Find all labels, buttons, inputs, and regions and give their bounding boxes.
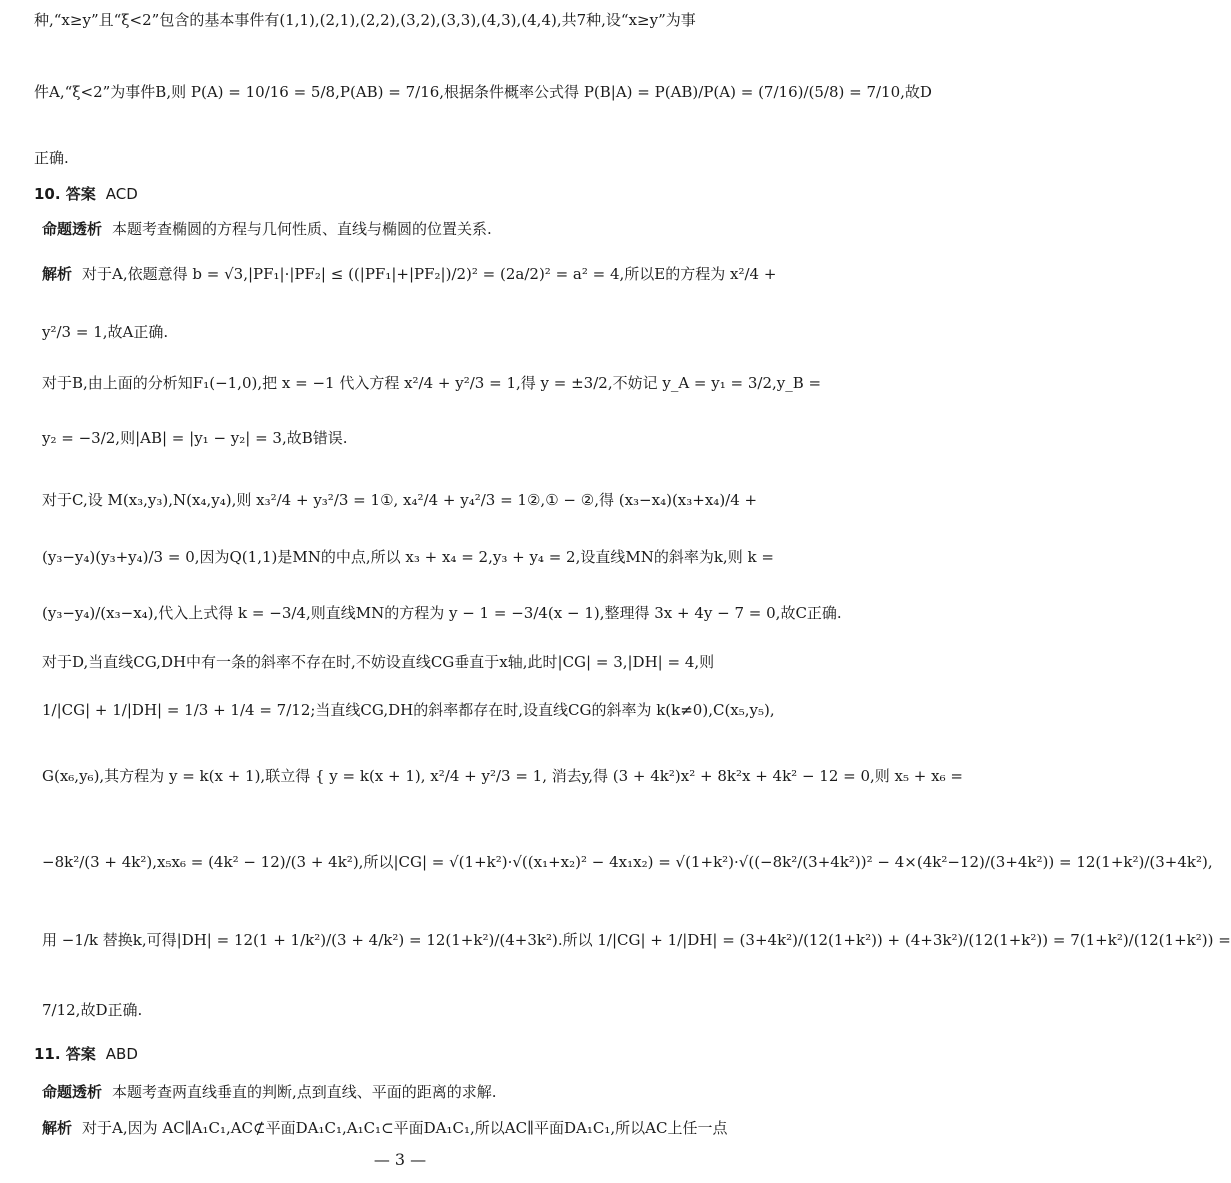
answer-value: ABD — [105, 1045, 138, 1063]
text-line: y₂ = −3/2,则|AB| = |y₁ − y₂| = 3,故B错误. — [42, 429, 348, 447]
text-line: 对于C,设 M(x₃,y₃),N(x₄,y₄),则 x₃²/4 + y₃²/3 = 1①, x₄²/4 + y₄²/3 = 1②,① − ②,得 (x₃−x₄)(x₃+x₄)/4 + — [42, 491, 758, 509]
question-10-heading — [34, 184, 778, 204]
solution-label: 解析 — [42, 265, 73, 283]
analysis-label: 命题透析 — [42, 1083, 103, 1101]
answer-label: 11. 答案 — [34, 1045, 96, 1063]
text-line: 用 −1/k 替换k,可得|DH| = 12(1 + 1/k²)/(3 + 4/k²) = 12(1+k²)/(4+3k²).所以 1/|CG| + 1/|DH| = (3+4k²)/(12(1+k²)) + (4+3k²)/(12(1+k²)) = 7(1+k²)/(12(1+k²)) = — [42, 931, 1231, 949]
answer-label: 10. 答案 — [34, 185, 96, 203]
text-line: (y₃−y₄)(y₃+y₄)/3 = 0,因为Q(1,1)是MN的中点,所以 x₃ + x₄ = 2,y₃ + y₄ = 2,设直线MN的斜率为k,则 k = — [42, 548, 774, 566]
text-line: −8k²/(3 + 4k²),x₅x₆ = (4k² − 12)/(3 + 4k²),所以|CG| = √(1+k²)·√((x₁+x₂)² − 4x₁x₂) = √(1+k²)·√((−8k²/(3+4k²))² − 4×(4k²−12)/(3+4k²)) = 12(1+k²)/(3+4k²), — [42, 853, 1213, 871]
solution-line — [42, 1118, 778, 1138]
text-line: G(x₆,y₆),其方程为 y = k(x + 1),联立得 { y = k(x + 1), x²/4 + y²/3 = 1, 消去y,得 (3 + 4k²)x² + 8k²x + 4k² − 12 = 0,则 x₅ + x₆ = — [42, 767, 963, 785]
analysis-line — [42, 1082, 778, 1102]
solution-line — [42, 264, 778, 284]
question-11-heading — [34, 1044, 778, 1064]
solution-text: 对于A,因为 AC∥A₁C₁,AC⊄平面DA₁C₁,A₁C₁⊂平面DA₁C₁,所以AC∥平面DA₁C₁,所以AC上任一点 — [82, 1119, 728, 1137]
text-line: 正确. — [34, 149, 69, 167]
analysis-label: 命题透析 — [42, 220, 103, 238]
answer-value: ACD — [105, 185, 138, 203]
text-line: y²/3 = 1,故A正确. — [42, 323, 169, 341]
solution-text: 对于A,依题意得 b = √3,|PF₁|·|PF₂| ≤ ((|PF₁|+|PF₂|)/2)² = (2a/2)² = a² = 4,所以E的方程为 x²/4 + — [82, 265, 777, 283]
text-line: (y₃−y₄)/(x₃−x₄),代入上式得 k = −3/4,则直线MN的方程为 y − 1 = −3/4(x − 1),整理得 3x + 4y − 7 = 0,故C正确. — [42, 604, 842, 622]
text-line: 1/|CG| + 1/|DH| = 1/3 + 1/4 = 7/12;当直线CG,DH的斜率都存在时,设直线CG的斜率为 k(k≠0),C(x₅,y₅), — [42, 701, 775, 719]
text-line: 对于D,当直线CG,DH中有一条的斜率不存在时,不妨设直线CG垂直于x轴,此时|CG| = 3,|DH| = 4,则 — [42, 653, 715, 671]
page-number: — 3 — — [373, 1150, 427, 1169]
text-line: 7/12,故D正确. — [42, 1001, 143, 1019]
text-line: 对于B,由上面的分析知F₁(−1,0),把 x = −1 代入方程 x²/4 + y²/3 = 1,得 y = ±3/2,不妨记 y_A = y₁ = 3/2,y_B = — [42, 374, 822, 392]
analysis-text: 本题考查椭圆的方程与几何性质、直线与椭圆的位置关系. — [112, 220, 492, 238]
text-line: 种,“x≥y”且“ξ<2”包含的基本事件有(1,1),(2,1),(2,2),(3,2),(3,3),(4,3),(4,4),共7种,设“x≥y”为事 — [34, 11, 696, 29]
text-line: 件A,“ξ<2”为事件B,则 P(A) = 10/16 = 5/8,P(AB) = 7/16,根据条件概率公式得 P(B|A) = P(AB)/P(A) = (7/16)/(5/8) = 7/10,故D — [34, 83, 932, 101]
analysis-line — [42, 219, 778, 239]
solution-label: 解析 — [42, 1119, 73, 1137]
analysis-text: 本题考查两直线垂直的判断,点到直线、平面的距离的求解. — [112, 1083, 497, 1101]
